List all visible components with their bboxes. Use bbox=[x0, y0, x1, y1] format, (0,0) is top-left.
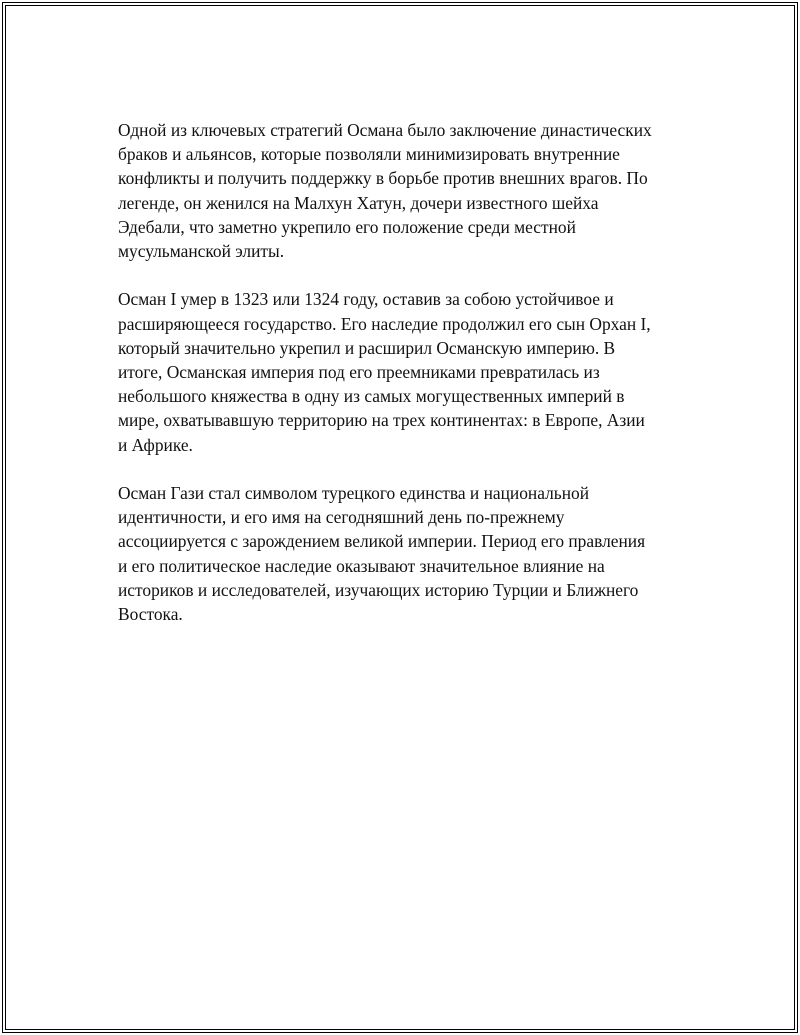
paragraph-symbol: Осман Гази стал символом турецкого единства и национальной идентичности, и его имя на сегодняшний день по-прежнему ассоциируется с зарождением великой империи. Период его правления и его политическое наследие оказывают значительное влияние на историков и исследователей, изучающих историю Турции и Ближнего Востока. bbox=[118, 483, 646, 625]
paragraph-marriages: Одной из ключевых стратегий Османа было заключение династических браков и альянсов, которые позволяли минимизировать внутренние конфликты и получить поддержку в борьбе против внешних врагов. По легенде, он женился на Малхун Хатун, дочери известного шейха Эдебали, что заметно укрепило его положение среди местной мусульманской элиты. bbox=[118, 120, 652, 262]
document-body bbox=[118, 118, 694, 650]
paragraph-death-and-legacy: Осман I умер в 1323 или 1324 году, оставив за собою устойчивое и расширяющееся государство. Его наследие продолжил его сын Орхан I, который значительно укрепил и расширил Османскую империю. В итоге, Османская империя под его преемниками превратилась из небольшого княжества в одну из самых могущественных империй в мире, охватывавшую территорию на трех континентах: в Европе, Азии и Африке. bbox=[118, 289, 651, 455]
